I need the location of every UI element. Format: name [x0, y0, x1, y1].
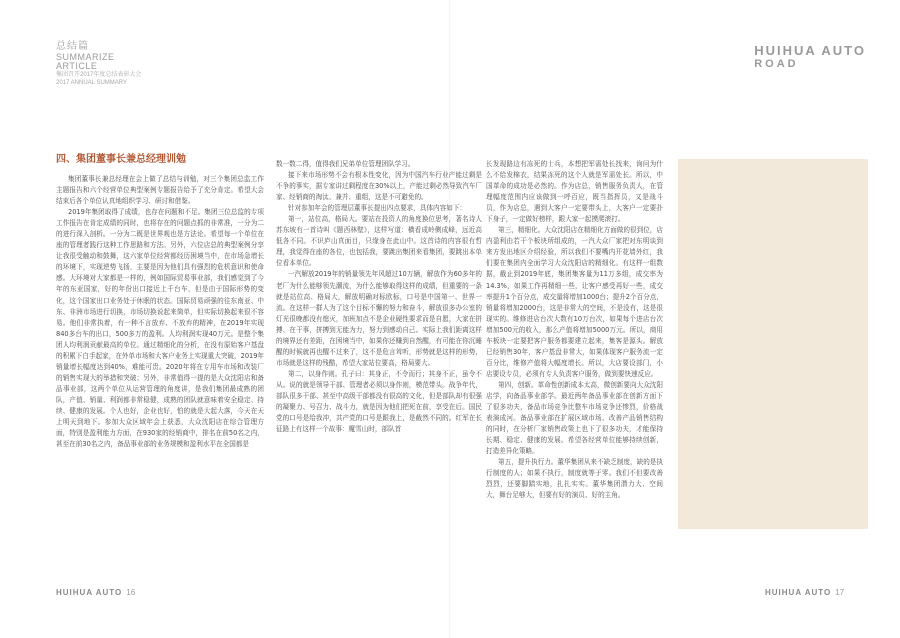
paragraph: 第四，创新。革命性创新成本太高，微创新要向大众沈阳店学，向备品事业部学。最近两年备品事业部在创新方面下了很多功夫，备品市场竞争比整车市场竞争还惨烈，价格战表演成河。备品事业部在扩展区域市场、改善产品销售结构的同时，在分析厂家销售政策上也下了很多功夫，才能保持长期、稳定、健康的发展。希望各经营单位能够持续创新，打造差异化策略。	[486, 380, 663, 456]
paragraph: 第五，提升执行力。董华集团从来不缺乏制度，缺的是执行制度的人；如果不执行，制度就等于零。我们不但要改善烈烈，还要脚踏实地，扎扎实实。董华集团潜力大、空间大，舞台足够大，但要有好的演员、好的主角。	[486, 458, 663, 500]
paragraph: 接下来市场形势不会有根本性变化，因为中国汽车行业产能过剩是不争的事实，据专家讲过剩程度在30%以上，产能过剩必然导致汽车厂家、经销商的淘汰、兼并、重组，这是不可避免的。	[276, 171, 482, 202]
page-number-left: 16	[126, 588, 136, 597]
text-column-2	[276, 159, 482, 435]
paragraph: 2019年集团取得了成绩，也存在问题和不足。集团三位总监的专项工作报告在肯定成绩的同时，也将存在的问题点抓的非常准，一分为二的进行深入剖析。一分为二既是世界观也是方法论。希望每一个单位在座的管理者践行这种工作思路和方法。另外，六位店总的典型案例分享让我很受触动和鼓舞，这六家单位经营都经历困境当中，在市场急增长的环境下，实现逆势飞扬，主要是因为他们具有强烈的危机意识和使命感。大环境对大家都是一样的，例如国际贸易事业部，我们感觉到了今年的东亚国家，好的年份出口接近上千台车，但是由于国际形势的变化，这个国家出口业务处于休眠的状态。国际贸易顽强的往东南亚、中东、非洲市场进行切换，市场切换说起来简单，但实际切换起来很不容易。他们非常执着，有一种不言放弃、不放弃的精神，在2019年实现840多台车的出口，500多万的盈利。人均利润实现40万元。是整个集团人均利润贡献最高的单位。通过精细化的分析，在没有原始客户基盘的积累下白手起家，在外单市场和大客户业务上实现重大突破，2019年销量增长幅度达到40%，难能可贵。2020年将在专用车市场和改装厂的销售实现大的举措和突破；另外，非常值得一提的是大众沈阳店和备品事业部，这两个单位从运营管理的角度讲，是我们集团最成熟的团队，产值、销量、利润都非常稳健，成熟的团队就意味着安全稳定、持续、健康的发展。个人也好，企业也好，怕的就是大起大落，今天在天上明天到地下。参加大众区域年会上获悉，大众沈阳店在综合管理方面，特别是盈利能力方面，在930家的经销商中，排名在前50名之内，甚至在前30名之内，备品事业部的业务规模和盈利水平在全国都是	[56, 208, 264, 449]
decorative-panel	[678, 159, 868, 529]
brand-line-2: ROAD	[754, 58, 799, 70]
page-number-right: 17	[835, 588, 845, 597]
footer-logo-left: HUIHUA AUTO	[56, 588, 123, 597]
header-sub-cn: 集团召开2017年度总结表彰大会	[56, 72, 142, 79]
paragraph: 第三，精细化。大众沈阳店在精细化方面做的很到位，店内盈利由若干个板块所组成的，一汽大众厂家把对东明谈到来方发出地区介绍经验，所以我们不要嘴内开花墙外红，我们要在集团内全面学习大众沈阳店的精细化。有这样一组数据，截止到2019年底，集团集客量为11万多组，成交率为14.3%，如果工作再精细一些，让客户感受再好一些，成交率提升1个百分点，成交量将增加1000台；提升2个百分点，销量将增加2000台，这是非常大的空间，不是没有，这是很现实的。维修进店台次大数有10万台次，如果每个进店台次增加500元的收入，那么产值将增加5000万元。所以，商用车板块一定要把客户服务都要建立起来，集客是源头。解放已经销售30年，客户基盘非常大，如果体现客户服务流一定百分比，维修产值将大幅度增长。所以，大店要设部门，小店要设专员，必须有专人负责客户服务，做到要快速反应。	[486, 226, 663, 378]
page-header	[56, 42, 141, 86]
header-en-2: ARTICLE	[56, 60, 98, 71]
paragraph: 第一，站位高，格局大。要站在投资人的角度换位思考，著名诗人苏东坡有一首诗叫《题西林壁》，这样写道：横看成岭侧成峰，远近高低各不同。不识庐山真面目，只缘身在此山中。这首诗的内容很有哲理，我觉得在座的各位，也包括我，要跳出集团来看集团，要跳出本单位看本单位。	[276, 215, 482, 268]
footer-left	[56, 588, 135, 597]
paragraph: 数一数二得，值得我们兄弟单位管理团队学习。	[276, 160, 415, 168]
header-cn: 总结篇	[56, 41, 89, 52]
footer-logo-right: HUIHUA AUTO	[765, 588, 832, 597]
header-en-1: SUMMARIZE	[56, 51, 115, 62]
text-column-1	[56, 174, 264, 450]
section-title: 四、集团董事长兼总经理训勉	[56, 154, 186, 165]
text-column-3	[486, 159, 663, 501]
paragraph: 集团董事长兼总经理在会上做了总结与训勉，对三个集团总监工作主题报告和六个经营单位典型案例专题报告给予了充分肯定。希望大会结束后各个单位认真地组织学习、研讨和借鉴。	[56, 175, 264, 206]
paragraph: 第二，以身作则。孔子曰：其身正，不令而行；其身不正，虽令不从。说的就是领导干部、管理者必须以身作则，模范带头。战争年代，部队很多干部、甚至中高级干部都没有很高的文化，但是部队却有很强的凝聚力、号召力、战斗力，就是因为他们把死在前，享受在后。国民党的口号是给我冲，共产党的口号是跟我上，是截然不同的。红军在长征路上有这样一个故事：魔雪山时，部队首	[276, 369, 482, 434]
brand-logo	[754, 44, 866, 70]
paragraph: 一汽解放2019年的销量领先年风超过10万辆，解放作为60多年的老厂为什么能够领先潮流，为什么能够取得这样的成绩，但重要的一条就是站位高、格局大，解放明确对标欧标，口号是中国第一、世界一流。在这样一群人为了这个目标不懈的努力和奋斗，解放很多办公室的灯光很晚都没有熄灭，加班加点不是企业硬性要求而是自愿，大家在拼搏、在干事，拼搏到无能为力，努力到感动自己。实际上我们距离这样的境界还有差距，在困境当中，如果你还赚到自然醒，有可能在你沉睡醒的时候就再也醒不过来了，这不是危言耸听，形势就是这样的形势，市场就是这样的残酷，希望大家站位要高，格局要大。	[276, 270, 482, 367]
paragraph: 针对参加年会的管理层董事长提出四点要求，具体内容如下：	[288, 204, 467, 213]
header-sub-en: 2017 ANNUAL SUMMARY	[56, 79, 128, 86]
brand-line-1: HUIHUA AUTO	[754, 43, 866, 58]
footer-right	[765, 588, 844, 597]
paragraph: 长发现路边有冻死的士兵，本想把军需处长找来，询问为什么不给发棉衣，结果冻死的这个人就是军需处长。所以，中国革命的成功是必然的。作为店总，销售服务负责人，在管理幅度范围内应该做到一呼百应，既当指挥员，又是战斗员，作为店总，遇到大客户一定要带头上，大客户一定要扑下身子，一定做好榜样，跟大家一起摸爬滚打。	[486, 160, 663, 224]
